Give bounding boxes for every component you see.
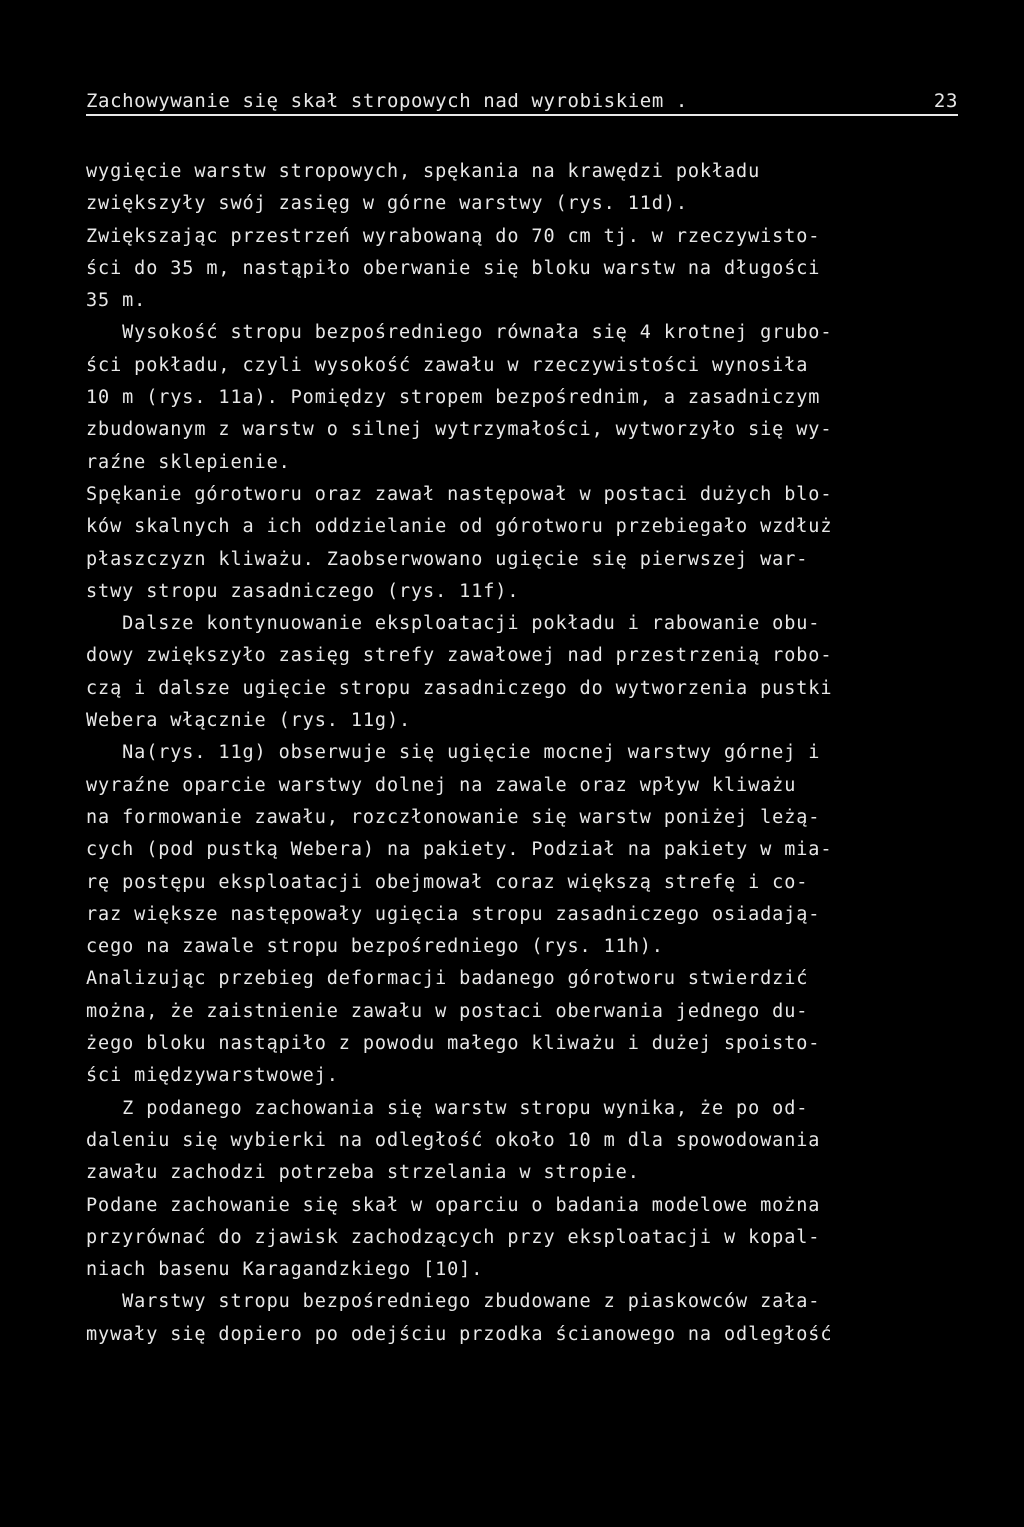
text-line: ków skalnych a ich oddzielanie od górotworu przebiegało wzdłuż (86, 516, 833, 538)
text-line: Analizując przebieg deformacji badanego górotworu stwierdzić (86, 968, 809, 990)
text-line: zwiększyły swój zasięg w górne warstwy (rys. 11d). (86, 193, 688, 215)
text-line: czą i dalsze ugięcie stropu zasadniczego do wytworzenia pustki (86, 677, 833, 699)
text-line: na formowanie zawału, rozczłonowanie się warstw poniżej leżą- (86, 806, 821, 828)
text-line: Z podanego zachowania się warstw stropu wynika, że po od- (86, 1097, 809, 1119)
text-line: ści międzywarstwowej. (86, 1065, 339, 1087)
text-line: płaszczyzn kliważu. Zaobserwowano ugięcie się pierwszej war- (86, 548, 809, 570)
text-line: 35 m. (86, 290, 147, 312)
text-line: daleniu się wybierki na odległość około 10 m dla spowodowania (86, 1129, 821, 1151)
text-line: Wysokość stropu bezpośredniego równała się 4 krotnej grubo- (86, 322, 833, 344)
text-line: Webera włącznie (rys. 11g). (86, 710, 412, 732)
document-page (86, 90, 966, 1351)
text-line: Na(rys. 11g) obserwuje się ugięcie mocnej warstwy górnej i (86, 742, 821, 764)
text-line: niach basenu Karagandzkiego [10]. (86, 1259, 484, 1281)
text-line: zbudowanym z warstw o silnej wytrzymałości, wytworzyło się wy- (86, 419, 833, 441)
text-line: dowy zwiększyło zasięg strefy zawałowej nad przestrzenią robo- (86, 645, 833, 667)
text-line: żego bloku nastąpiło z powodu małego kliważu i dużej spoisto- (86, 1033, 821, 1055)
text-line: Dalsze kontynuowanie eksploatacji pokładu i rabowanie obu- (86, 613, 821, 635)
text-line: rę postępu eksploatacji obejmował coraz większą strefę i co- (86, 871, 809, 893)
text-line: Warstwy stropu bezpośredniego zbudowane z piaskowców zała- (86, 1291, 821, 1313)
text-line: ści do 35 m, nastąpiło oberwanie się bloku warstw na długości (86, 257, 821, 279)
text-line: wyraźne oparcie warstwy dolnej na zawale oraz wpływ kliważu (86, 774, 797, 796)
text-line: raźne sklepienie. (86, 451, 291, 473)
running-header (86, 90, 958, 116)
text-line: przyrównać do zjawisk zachodzących przy eksploatacji w kopal- (86, 1226, 821, 1248)
text-line: 10 m (rys. 11a). Pomiędzy stropem bezpośrednim, a zasadniczym (86, 387, 821, 409)
text-line: raz większe następowały ugięcia stropu zasadniczego osiadają- (86, 903, 821, 925)
text-line: zawału zachodzi potrzeba strzelania w stropie. (86, 1162, 640, 1184)
text-line: wygięcie warstw stropowych, spękania na krawędzi pokładu (86, 161, 761, 182)
body-text (86, 156, 966, 1351)
text-line: mywały się dopiero po odejściu przodka ścianowego na odległość (86, 1323, 833, 1345)
running-title: Zachowywanie się skał stropowych nad wyrobiskiem . (86, 90, 688, 112)
text-line: Podane zachowanie się skał w oparciu o badania modelowe można (86, 1194, 821, 1216)
text-line: cych (pod pustką Webera) na pakiety. Podział na pakiety w mia- (86, 839, 833, 861)
text-line: cego na zawale stropu bezpośredniego (rys. 11h). (86, 936, 664, 958)
text-line: można, że zaistnienie zawału w postaci oberwania jednego du- (86, 1000, 809, 1022)
text-line: ści pokładu, czyli wysokość zawału w rzeczywistości wynosiła (86, 354, 809, 376)
text-line: Spękanie górotworu oraz zawał następował w postaci dużych blo- (86, 483, 833, 505)
text-line: Zwiększając przestrzeń wyrabowaną do 70 cm tj. w rzeczywisto- (86, 225, 821, 247)
text-line: stwy stropu zasadniczego (rys. 11f). (86, 580, 520, 602)
page-number: 23 (933, 90, 958, 112)
